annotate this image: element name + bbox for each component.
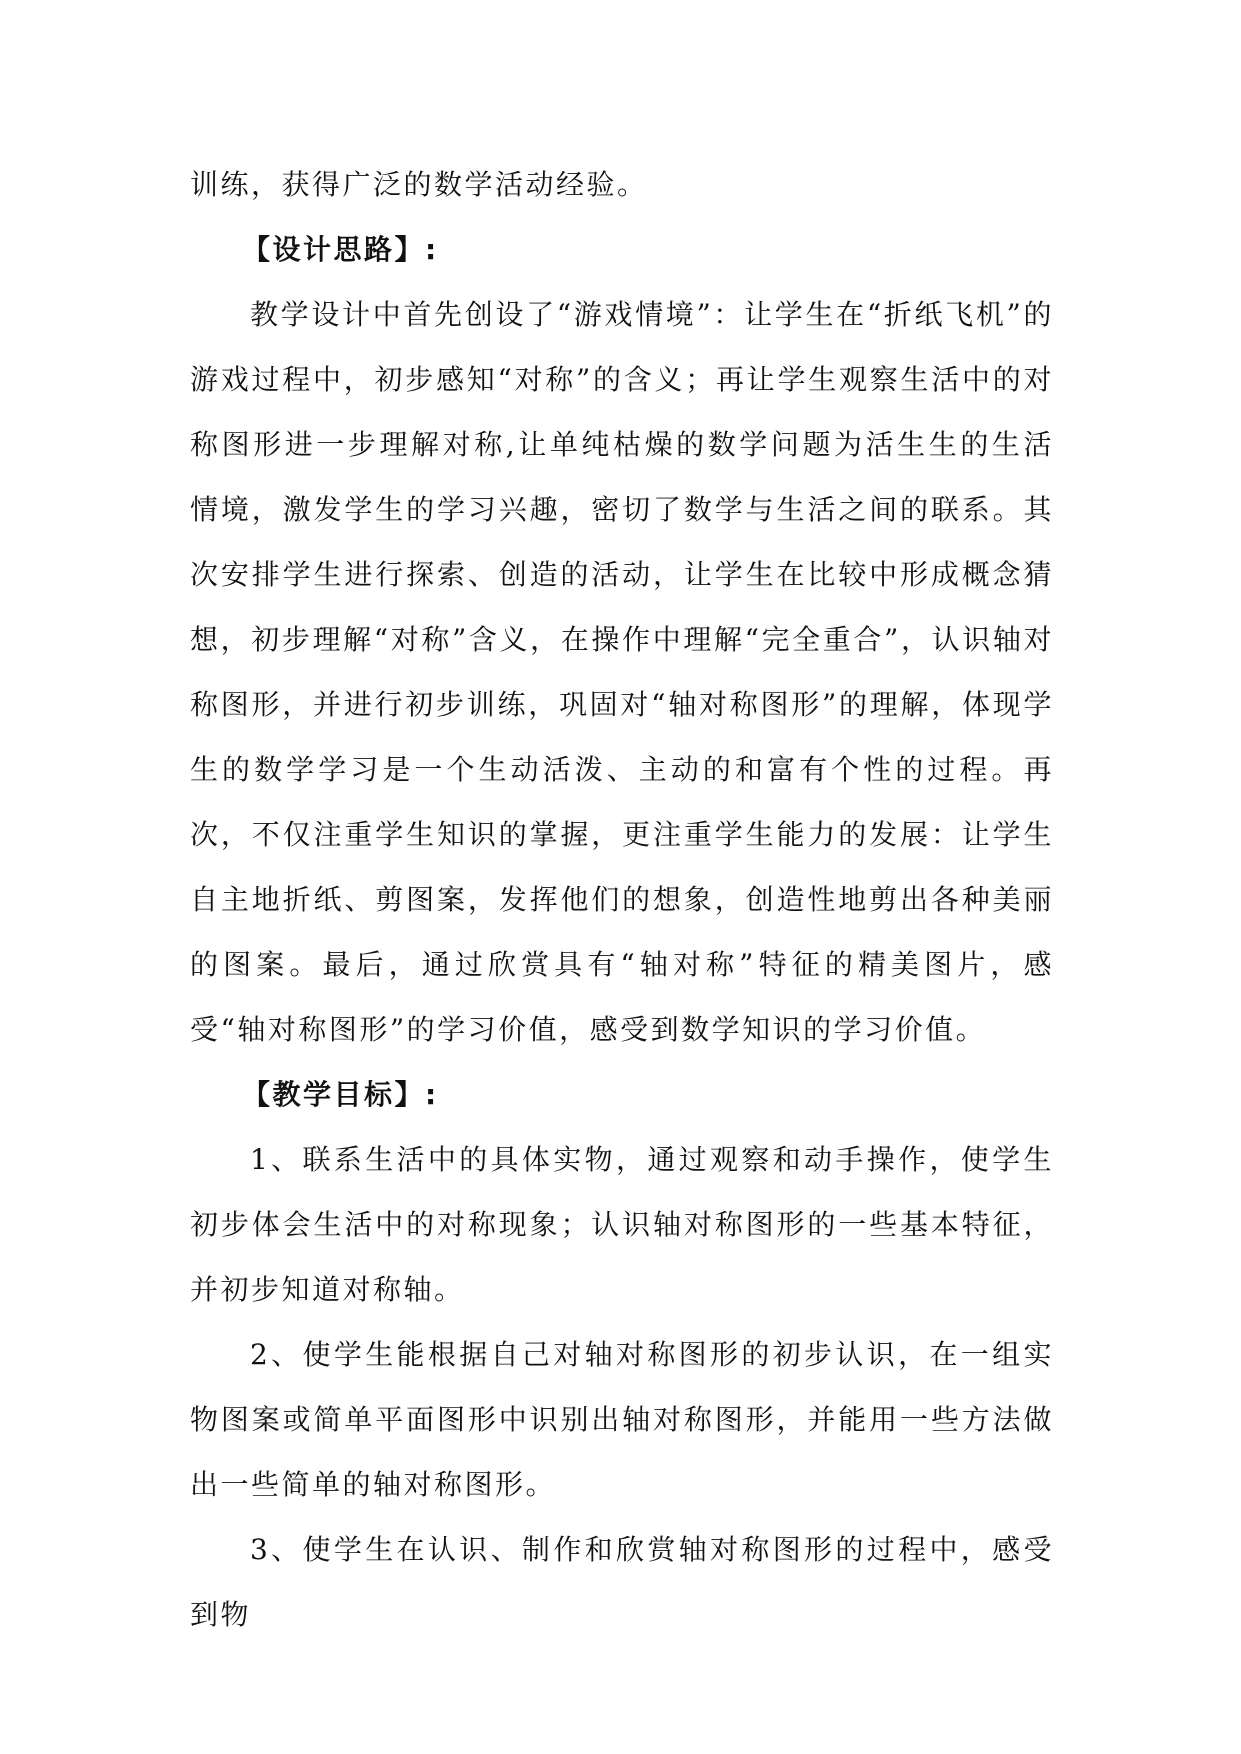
goal-item-2: 2、使学生能根据自己对轴对称图形的初步认识，在一组实物图案或简单平面图形中识别出轴对称图形，并能用一些方法做出一些简单的轴对称图形。 <box>190 1338 1054 1501</box>
paragraph-design-idea: 教学设计中首先创设了“游戏情境”：让学生在“折纸飞机”的游戏过程中，初步感知“对称”的含义；再让学生观察生活中的对称图形进一步理解对称,让单纯枯燥的数学问题为活生生的生活情境，激发学生的学习兴趣，密切了数学与生活之间的联系。其次安排学生进行探索、创造的活动，让学生在比较中形成概念猜想，初步理解“对称”含义，在操作中理解“完全重合”，认识轴对称图形，并进行初步训练，巩固对“轴对称图形”的理解，体现学生的数学学习是一个生动活泼、主动的和富有个性的过程。再次，不仅注重学生知识的掌握，更注重学生能力的发展：让学生自主地折纸、剪图案，发挥他们的想象，创造性地剪出各种美丽的图案。最后，通过欣赏具有“轴对称”特征的精美图片，感受“轴对称图形”的学习价值，感受到数学知识的学习价值。 <box>190 298 1054 1046</box>
heading-teaching-goals: 【教学目标】: <box>242 1078 439 1111</box>
goal-item-1: 1、联系生活中的具体实物，通过观察和动手操作，使学生初步体会生活中的对称现象；认识轴对称图形的一些基本特征，并初步知道对称轴。 <box>190 1143 1054 1306</box>
goal-item-3: 3、使学生在认识、制作和欣赏轴对称图形的过程中，感受到物 <box>190 1533 1054 1631</box>
heading-design-idea: 【设计思路】: <box>242 233 439 266</box>
paragraph-continued: 训练，获得广泛的数学活动经验。 <box>190 168 648 201</box>
document-body <box>190 152 1054 1647</box>
